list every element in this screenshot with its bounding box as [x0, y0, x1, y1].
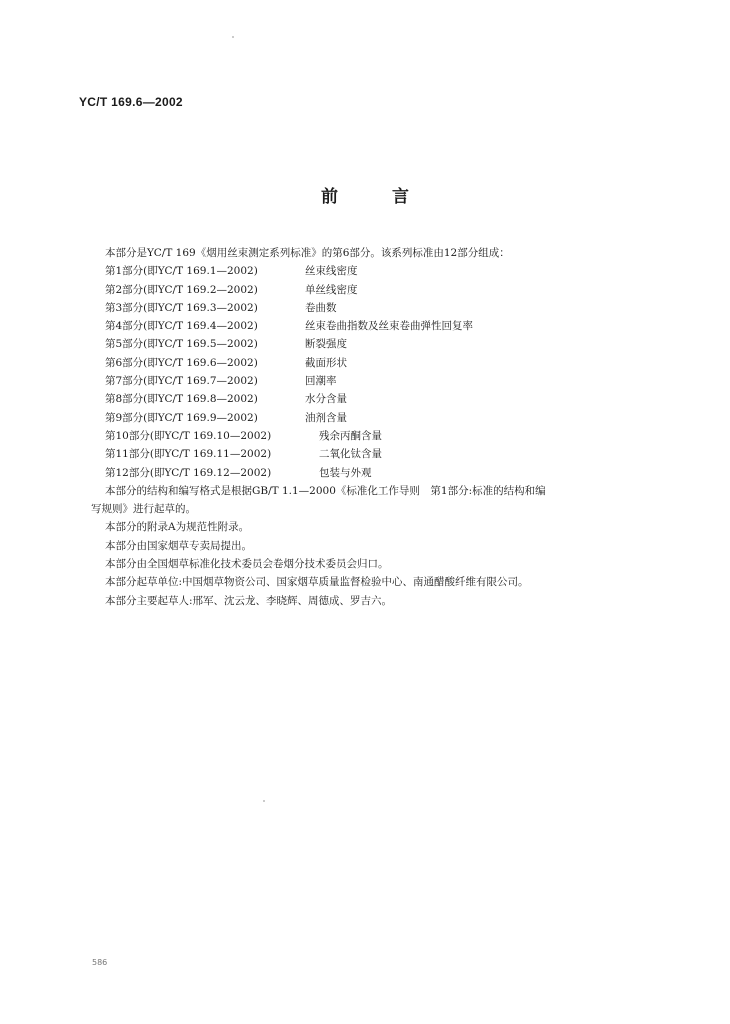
- page-number: 586: [92, 958, 108, 967]
- page-title: [0, 182, 730, 207]
- part-reference: 第11部分(即YC/T 169.11—2002): [105, 448, 272, 461]
- list-item: [91, 427, 651, 445]
- part-name: 回潮率: [305, 375, 337, 388]
- part-name: 卷曲数: [305, 301, 337, 314]
- list-item: [91, 354, 651, 372]
- part-name: 残余丙酮含量: [319, 429, 382, 442]
- title-char-1: 前: [321, 187, 338, 207]
- list-item: [91, 299, 651, 317]
- standard-code: YC/T 169.6—2002: [79, 95, 183, 109]
- drafters-paragraph: 本部分主要起草人:邢军、沈云龙、李晓辉、周德成、罗吉六。: [105, 594, 393, 607]
- part-name: 单丝线密度: [305, 283, 358, 296]
- part-name: 丝束卷曲指数及丝束卷曲弹性回复率: [305, 320, 473, 333]
- part-reference: 第6部分(即YC/T 169.6—2002): [105, 356, 258, 369]
- part-reference: 第4部分(即YC/T 169.4—2002): [105, 320, 258, 333]
- part-name: 包装与外观: [319, 466, 372, 479]
- appendix-paragraph: 本部分的附录A为规范性附录。: [105, 521, 250, 534]
- list-item: [91, 335, 651, 353]
- list-item: [91, 409, 651, 427]
- list-item: [91, 445, 651, 463]
- foreword-body: [91, 244, 651, 610]
- part-reference: 第2部分(即YC/T 169.2—2002): [105, 283, 258, 296]
- part-reference: 第3部分(即YC/T 169.3—2002): [105, 301, 258, 314]
- part-name: 断裂强度: [305, 338, 347, 351]
- centralized-by-paragraph: 本部分由全国烟草标准化技术委员会卷烟分技术委员会归口。: [105, 558, 389, 571]
- scan-speck: [232, 36, 234, 38]
- list-item: [91, 372, 651, 390]
- part-name: 油剂含量: [305, 411, 347, 424]
- part-reference: 第8部分(即YC/T 169.8—2002): [105, 393, 258, 406]
- title-char-2: 言: [392, 187, 409, 207]
- structure-paragraph-line-2: 写规则》进行起草的。: [91, 503, 196, 516]
- part-reference: 第7部分(即YC/T 169.7—2002): [105, 375, 258, 388]
- part-name: 水分含量: [305, 393, 347, 406]
- part-name: 丝束线密度: [305, 265, 358, 278]
- proposed-by-paragraph: 本部分由国家烟草专卖局提出。: [105, 539, 252, 552]
- list-item: [91, 464, 651, 482]
- list-item: [91, 262, 651, 280]
- list-item: [91, 281, 651, 299]
- part-name: 截面形状: [305, 356, 347, 369]
- part-reference: 第5部分(即YC/T 169.5—2002): [105, 338, 258, 351]
- part-reference: 第10部分(即YC/T 169.10—2002): [105, 429, 272, 442]
- intro-paragraph: 本部分是YC/T 169《烟用丝束测定系列标准》的第6部分。该系列标准由12部分组成：: [105, 247, 510, 259]
- structure-paragraph-line-1: 本部分的结构和编写格式是根据GB/T 1.1—2000《标准化工作导则 第1部分:标准的结构和编: [105, 484, 546, 497]
- list-item: [91, 390, 651, 408]
- drafting-units-paragraph: 本部分起草单位:中国烟草物资公司、国家烟草质量监督检验中心、南通醋酸纤维有限公司。: [105, 576, 529, 589]
- part-reference: 第9部分(即YC/T 169.9—2002): [105, 411, 258, 424]
- part-reference: 第12部分(即YC/T 169.12—2002): [105, 466, 272, 479]
- scan-speck: [263, 800, 265, 802]
- part-reference: 第1部分(即YC/T 169.1—2002): [105, 265, 258, 278]
- list-item: [91, 317, 651, 335]
- part-name: 二氧化钛含量: [319, 448, 382, 461]
